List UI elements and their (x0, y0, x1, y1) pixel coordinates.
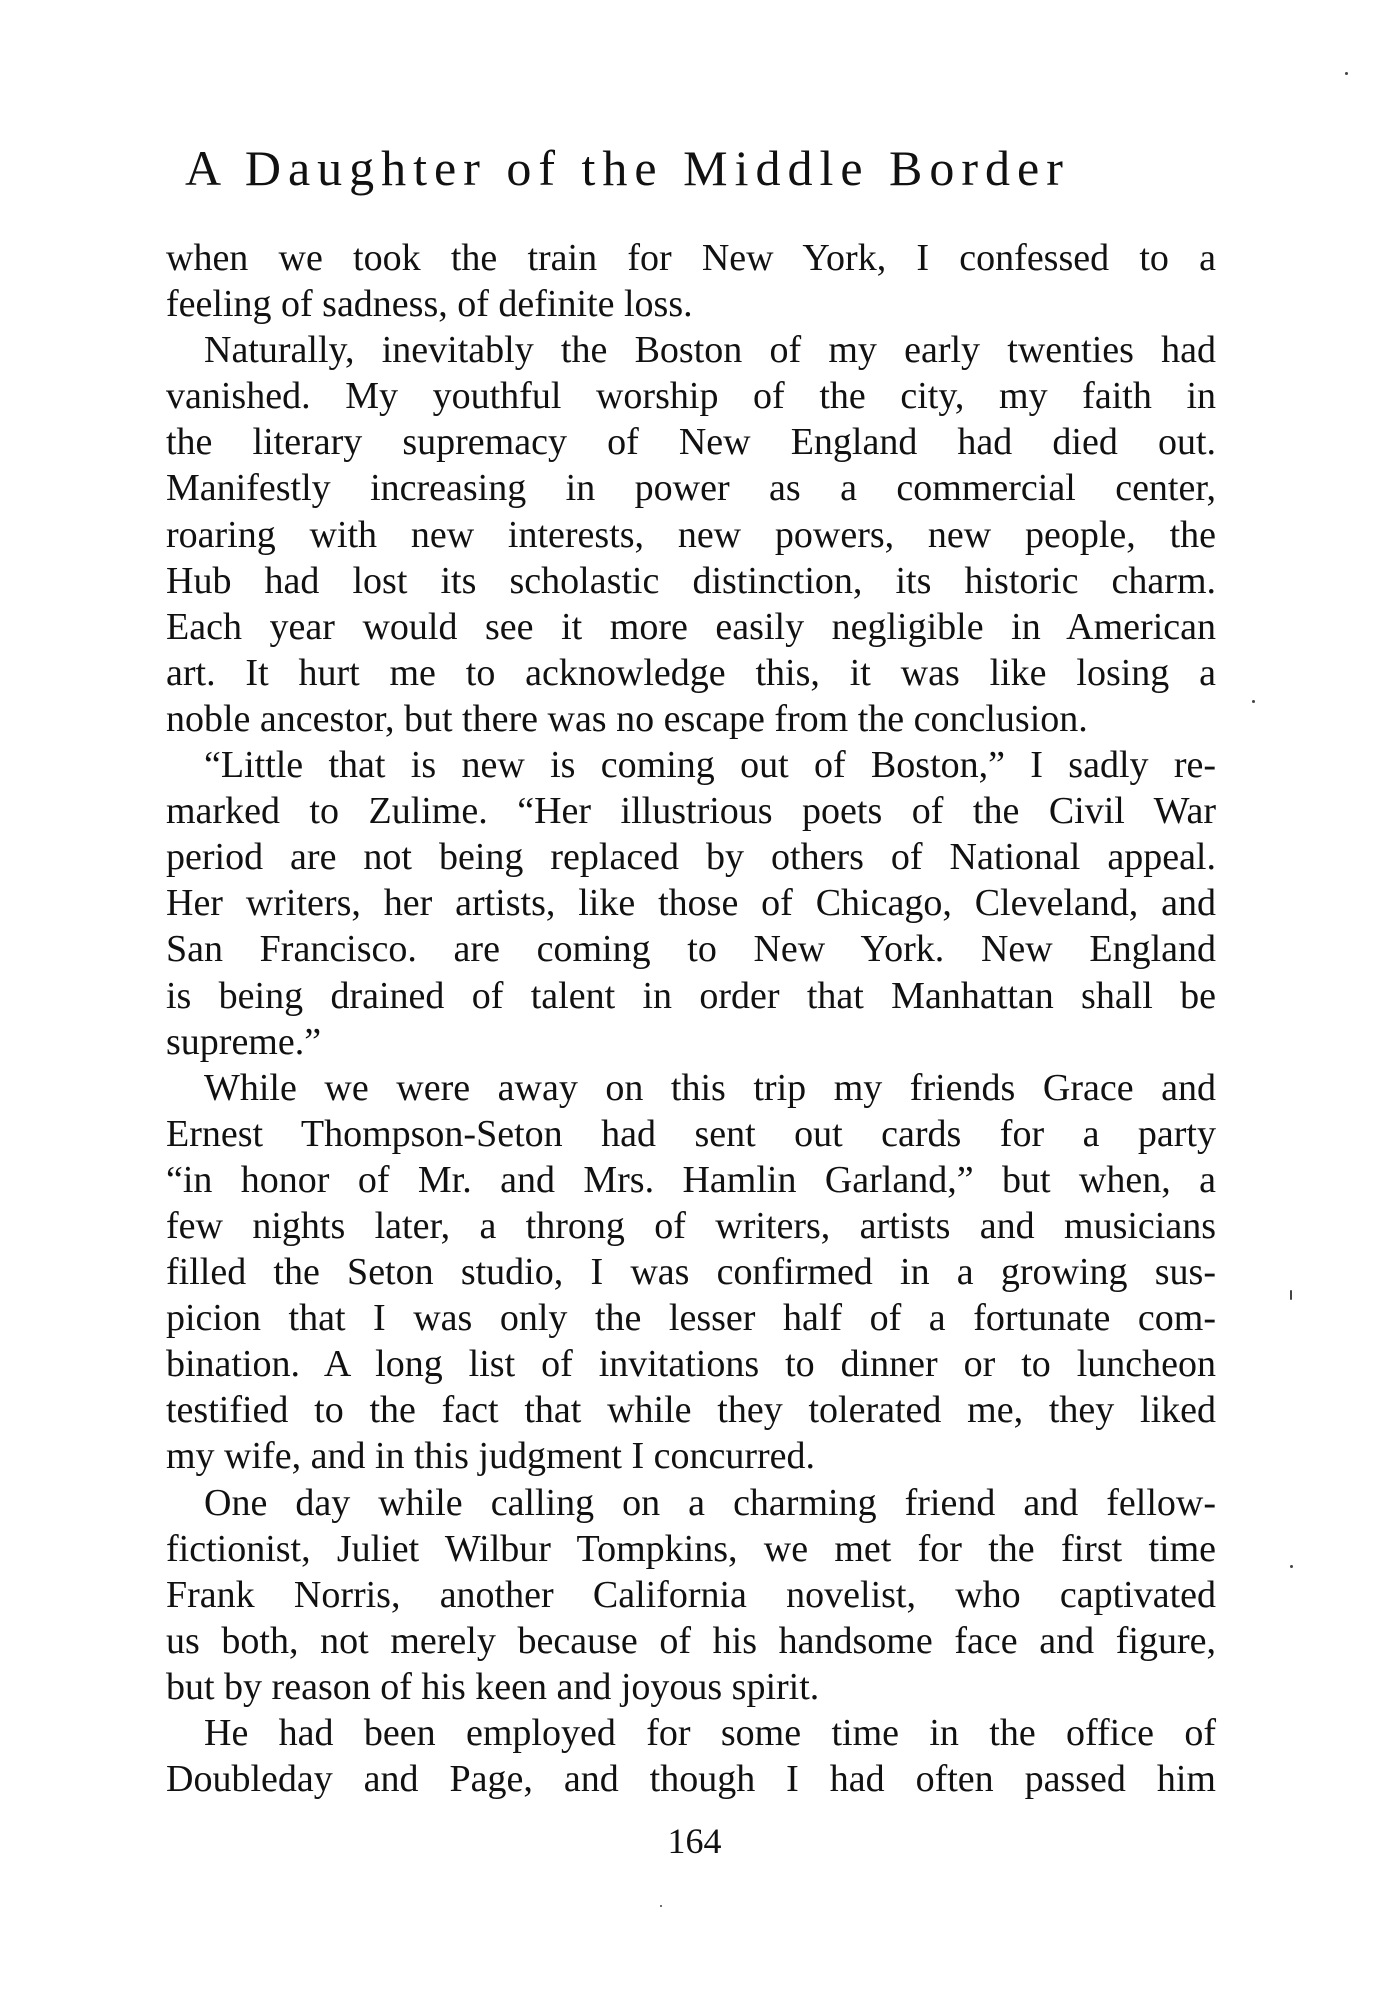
text-line: While we were away on this trip my friends Grace and (204, 1066, 1216, 1109)
text-line: the literary supremacy of New England had died out. (166, 421, 1216, 464)
text-line: bination. A long list of invitations to dinner or to luncheon (166, 1343, 1216, 1386)
text-line: is being drained of talent in order that Manhattan shall be (166, 974, 1216, 1017)
text-line: fictionist, Juliet Wilbur Tompkins, we met for the first time (166, 1527, 1216, 1570)
text-line: art. It hurt me to acknowledge this, it was like losing a (166, 651, 1216, 694)
text-line: marked to Zulime. “Her illustrious poets of the Civil War (166, 790, 1216, 833)
text-line: testified to the fact that while they tolerated me, they liked (166, 1389, 1216, 1432)
text-line: San Francisco. are coming to New York. New England (166, 928, 1216, 971)
text-line: when we took the train for New York, I confessed to a (166, 237, 1216, 279)
text-line: Naturally, inevitably the Boston of my early twenties had (204, 329, 1216, 372)
text-line: “Little that is new is coming out of Boston,” I sadly re- (204, 744, 1216, 787)
body-text (166, 235, 1216, 1802)
text-line: “in honor of Mr. and Mrs. Hamlin Garland,” but when, a (166, 1158, 1216, 1201)
text-line: roaring with new interests, new powers, new people, the (166, 513, 1216, 556)
text-line: Each year would see it more easily negligible in American (166, 605, 1216, 648)
ink-speck (1290, 1565, 1293, 1568)
text-line: Manifestly increasing in power as a commercial center, (166, 467, 1216, 510)
text-line: Frank Norris, another California novelist, who captivated (166, 1573, 1216, 1616)
text-line: Hub had lost its scholastic distinction, its historic charm. (166, 559, 1216, 602)
text-line: One day while calling on a charming friend and fellow- (204, 1481, 1216, 1524)
text-line: few nights later, a throng of writers, artists and musicians (166, 1204, 1216, 1247)
ink-speck (660, 1905, 662, 1907)
text-line: supreme.” (166, 1020, 322, 1063)
text-line: but by reason of his keen and joyous spirit. (166, 1665, 820, 1708)
text-line: He had been employed for some time in the office of (204, 1712, 1216, 1754)
ink-speck (1252, 700, 1255, 703)
ink-speck (1345, 72, 1348, 75)
text-line: period are not being replaced by others of National appeal. (166, 836, 1216, 879)
text-line: us both, not merely because of his handsome face and figure, (166, 1619, 1216, 1662)
ink-speck (1290, 1290, 1292, 1300)
page-number: 164 (667, 1821, 722, 1861)
running-head: A Daughter of the Middle Border (185, 140, 1070, 196)
text-line: noble ancestor, but there was no escape from the conclusion. (166, 697, 1088, 740)
text-line: feeling of sadness, of definite loss. (166, 283, 693, 326)
text-line: Ernest Thompson-Seton had sent out cards for a party (166, 1112, 1216, 1155)
text-line: vanished. My youthful worship of the city, my faith in (166, 375, 1216, 418)
text-line: Doubleday and Page, and though I had often passed him (166, 1758, 1216, 1801)
text-line: filled the Seton studio, I was confirmed in a growing sus- (166, 1251, 1216, 1294)
text-line: Her writers, her artists, like those of Chicago, Cleveland, and (166, 882, 1216, 925)
text-line: my wife, and in this judgment I concurred. (166, 1435, 816, 1478)
text-line: picion that I was only the lesser half of a fortunate com- (166, 1297, 1216, 1340)
